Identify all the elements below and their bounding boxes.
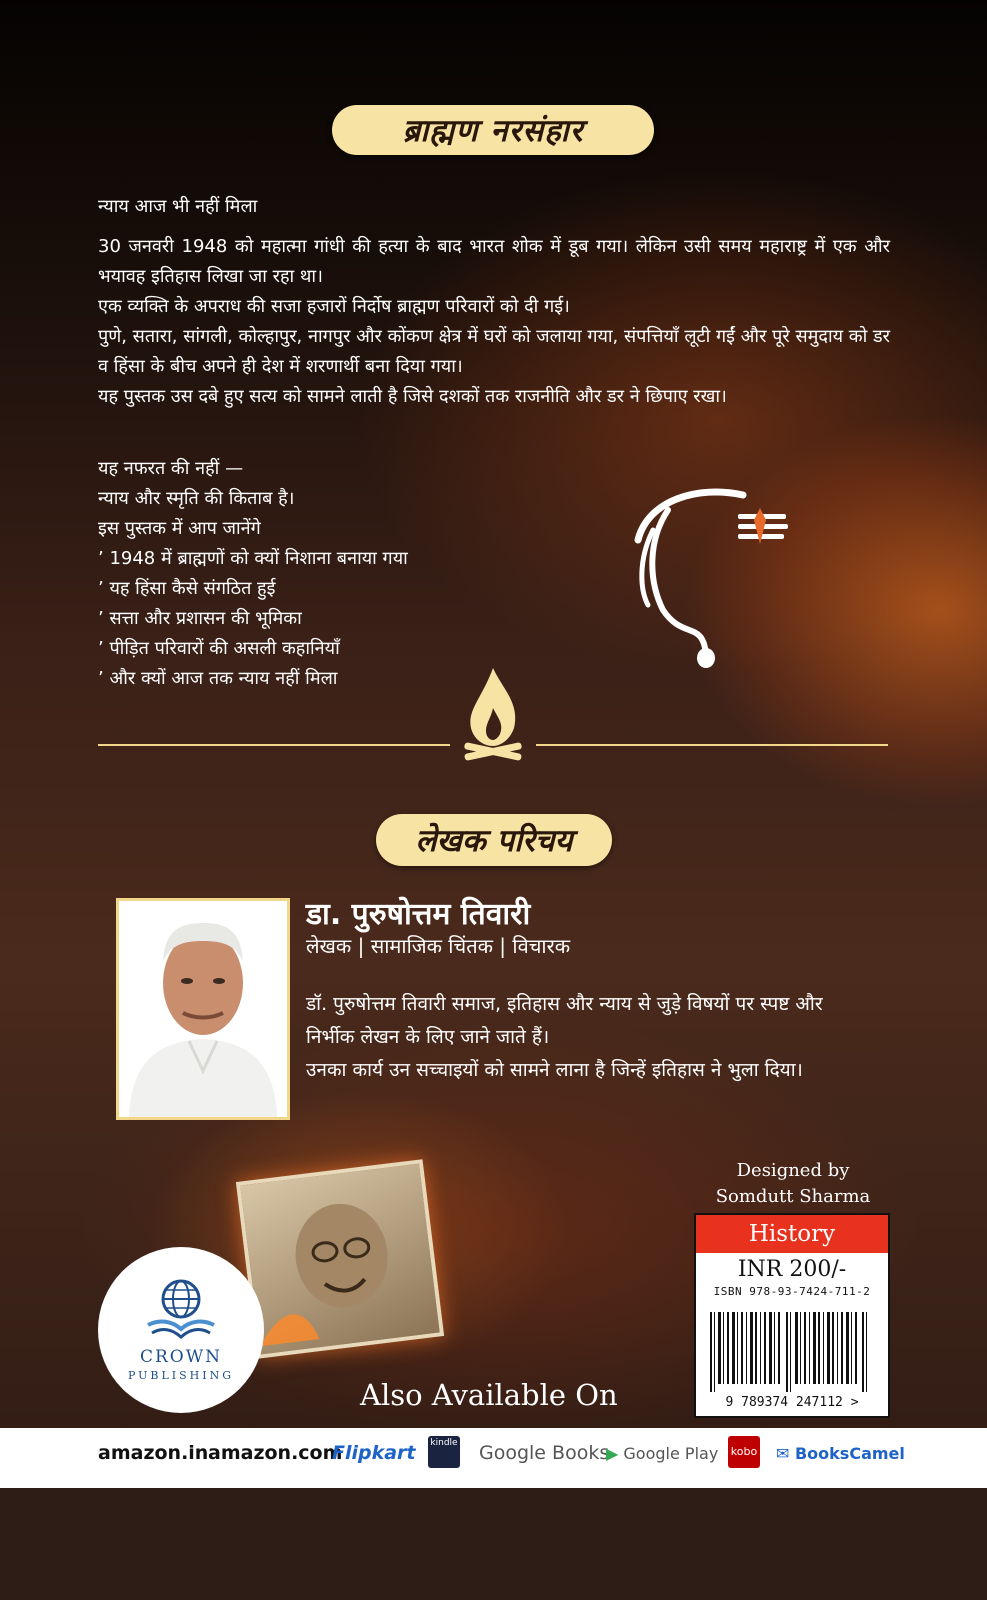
isbn-label: ISBN 978-93-7424-711-2 xyxy=(713,1285,871,1298)
divider-right xyxy=(536,744,888,746)
om-tilak-icon xyxy=(628,480,818,680)
designer-credit xyxy=(702,1158,884,1210)
divider-left xyxy=(98,744,450,746)
publisher-logo xyxy=(98,1247,264,1413)
store-google-play-label: Google Play xyxy=(623,1444,719,1463)
designer-name: Somdutt Sharma xyxy=(715,1186,871,1207)
store-amazon-com: amazon.com xyxy=(208,1442,343,1464)
genre-label: History xyxy=(696,1215,888,1253)
burning-photo xyxy=(236,1159,444,1359)
google-play-icon: ▶ xyxy=(606,1444,619,1463)
publisher-name: CROWN xyxy=(139,1347,223,1367)
store-flipkart: Flipkart xyxy=(332,1442,416,1464)
highlight-line: ’ सत्ता और प्रशासन की भूमिका xyxy=(98,608,302,629)
synopsis-paragraph: एक व्यक्ति के अपराध की सजा हजारों निर्दोष ब्राह्मण परिवारों को दी गई। xyxy=(98,296,570,317)
author-bio-paragraph: डॉ. पुरुषोत्तम तिवारी समाज, इतिहास और न्याय से जुड़े विषयों पर स्पष्ट और निर्भीक लेखन के लिए जाने जाते हैं। xyxy=(306,993,823,1048)
store-amazon-in: amazon.in xyxy=(98,1442,209,1464)
highlight-line: ’ पीड़ित परिवारों की असली कहानियाँ xyxy=(98,638,340,659)
store-kobo: kobo xyxy=(728,1436,760,1468)
synopsis xyxy=(98,232,890,412)
intro-line: न्याय आज भी नहीं मिला xyxy=(98,196,258,217)
store-kindle: kindle xyxy=(428,1436,460,1468)
barcode-panel xyxy=(694,1213,890,1418)
barcode-number: 9 789374 247112 > xyxy=(725,1395,859,1410)
highlight-line: ’ और क्यों आज तक न्याय नहीं मिला xyxy=(98,668,338,689)
author-bio xyxy=(306,988,876,1087)
barcode-icon xyxy=(708,1312,876,1392)
designer-label: Designed by xyxy=(736,1160,850,1181)
author-heading: लेखक परिचय xyxy=(376,814,612,866)
synopsis-paragraph: यह पुस्तक उस दबे हुए सत्य को सामने लाती है जिसे दशकों तक राजनीति और डर ने छिपाए रखा। xyxy=(98,386,727,407)
price-label: INR 200/- xyxy=(737,1257,847,1282)
highlight-line: ’ यह हिंसा कैसे संगठित हुई xyxy=(98,578,276,599)
author-name: डा. पुरुषोत्तम तिवारी xyxy=(306,897,531,932)
also-available-heading: Also Available On xyxy=(360,1378,618,1412)
author-bio-paragraph: उनका कार्य उन सच्चाइयों को सामने लाना है जिन्हें इतिहास ने भुला दिया। xyxy=(306,1059,803,1081)
synopsis-paragraph: पुणे, सतारा, सांगली, कोल्हापुर, नागपुर और कोंकण क्षेत्र में घरों को जलाया गया, संपत्तियाँ लूटी गईं और पूरे समुदाय को डर व हिंसा के बीच अपने ही देश में शरणार्थी बना दिया गया। xyxy=(98,326,890,377)
highlight-line: इस पुस्तक में आप जानेंगे xyxy=(98,518,261,539)
globe-book-icon xyxy=(146,1277,216,1345)
publisher-sub: PUBLISHING xyxy=(127,1369,235,1382)
highlight-line: न्याय और स्मृति की किताब है। xyxy=(98,488,295,509)
author-photo xyxy=(116,898,290,1120)
highlight-line: यह नफरत की नहीं — xyxy=(98,458,244,479)
store-google-books: Google Books xyxy=(479,1442,610,1464)
sacred-fire-icon xyxy=(462,668,524,768)
highlight-line: ’ 1948 में ब्राह्मणों को क्यों निशाना बनाया गया xyxy=(98,548,408,569)
bookscamel-icon: ✉ xyxy=(776,1444,790,1463)
author-role: लेखक | सामाजिक चिंतक | विचारक xyxy=(306,934,571,958)
store-google-play xyxy=(606,1444,718,1463)
book-title: ब्राह्मण नरसंहार xyxy=(332,105,654,155)
store-bookscamel-label: BooksCamel xyxy=(794,1444,905,1463)
synopsis-paragraph: 30 जनवरी 1948 को महात्मा गांधी की हत्या के बाद भारत शोक में डूब गया। लेकिन उसी समय महाराष्ट्र में एक और भयावह इतिहास लिखा जा रहा था। xyxy=(98,236,891,287)
store-logos-bar xyxy=(0,1428,987,1488)
store-bookscamel xyxy=(776,1444,905,1463)
bottom-band xyxy=(0,1488,987,1600)
